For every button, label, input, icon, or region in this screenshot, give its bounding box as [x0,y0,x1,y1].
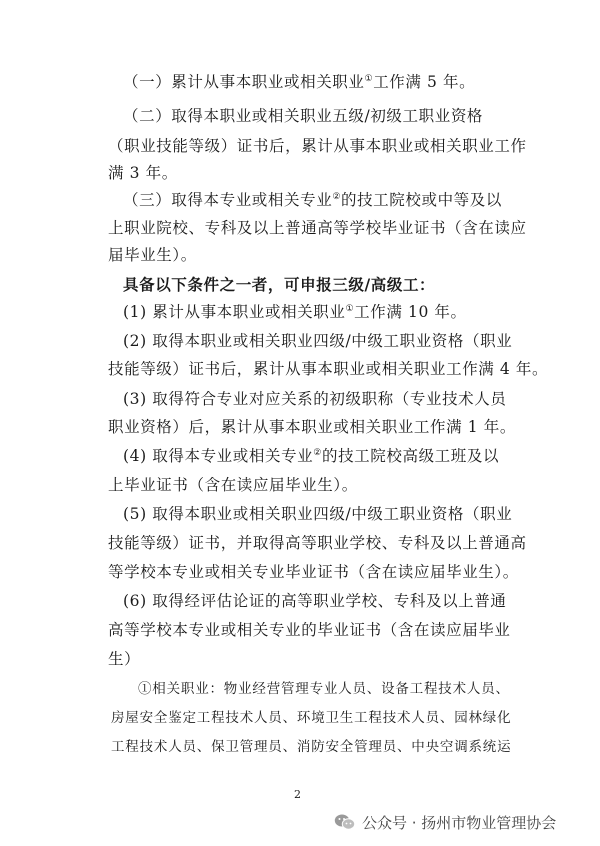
body-line: 技能等级）证书，并取得高等职业学校、专科及以上普通高 [108,534,527,552]
body-line: 技能等级）证书后，累计从事本职业或相关职业工作满 4 年。 [108,360,549,378]
wechat-icon [334,813,356,831]
body-line: 高等学校本专业或相关专业的毕业证书（含在读应届毕业 [108,621,511,639]
footnote-line: 房屋安全鉴定工程技术人员、环境卫生工程技术人员、园林绿化 [111,710,512,726]
watermark-footer [334,809,556,835]
page-number: 2 [294,788,301,801]
condition-item-1: （一）累计从事本职业或相关职业①工作满 5 年。 [123,73,476,91]
requirement-item-5: (5) 取得本职业或相关职业四级/中级工职业资格（职业 [123,505,513,523]
footnote-line: ①相关职业：物业经营管理专业人员、设备工程技术人员、 [138,681,510,697]
body-line: 满 3 年。 [108,164,178,182]
requirement-item-4: (4) 取得本专业或相关专业②的技工院校高级工班及以 [123,447,500,465]
footer-text: 公众号 · 扬州市物业管理协会 [362,813,557,832]
condition-item-2: （二）取得本职业或相关职业五级/初级工职业资格 [123,107,484,125]
footnote-line: 工程技术人员、保卫管理员、消防安全管理员、中央空调系统运 [111,739,512,755]
requirement-item-3: (3) 取得符合专业对应关系的初级职称（专业技术人员 [123,390,507,408]
requirement-item-2: (2) 取得本职业或相关职业四级/中级工职业资格（职业 [123,332,513,350]
body-line: 等学校本专业或相关专业毕业证书（含在读应届毕业生）。 [108,563,519,581]
body-line: 上毕业证书（含在读应届毕业生）。 [108,476,358,494]
body-line: 职业资格）后，累计从事本职业或相关职业工作满 1 年。 [108,418,516,436]
body-line: 届毕业生）。 [108,246,197,264]
section-heading: 具备以下条件之一者，可申报三级/高级工： [123,275,436,294]
body-line: （职业技能等级）证书后，累计从事本职业或相关职业工作 [108,137,527,155]
condition-item-3: （三）取得本专业或相关专业②的技工院校或中等及以 [123,191,502,209]
requirement-item-6: (6) 取得经评估论证的高等职业学校、专科及以上普通 [123,592,507,610]
requirement-item-1: (1) 累计从事本职业或相关职业①工作满 10 年。 [123,303,467,321]
body-line: 上职业院校、专科及以上普通高等学校毕业证书（含在读应 [108,219,527,237]
body-line: 生） [108,650,141,668]
